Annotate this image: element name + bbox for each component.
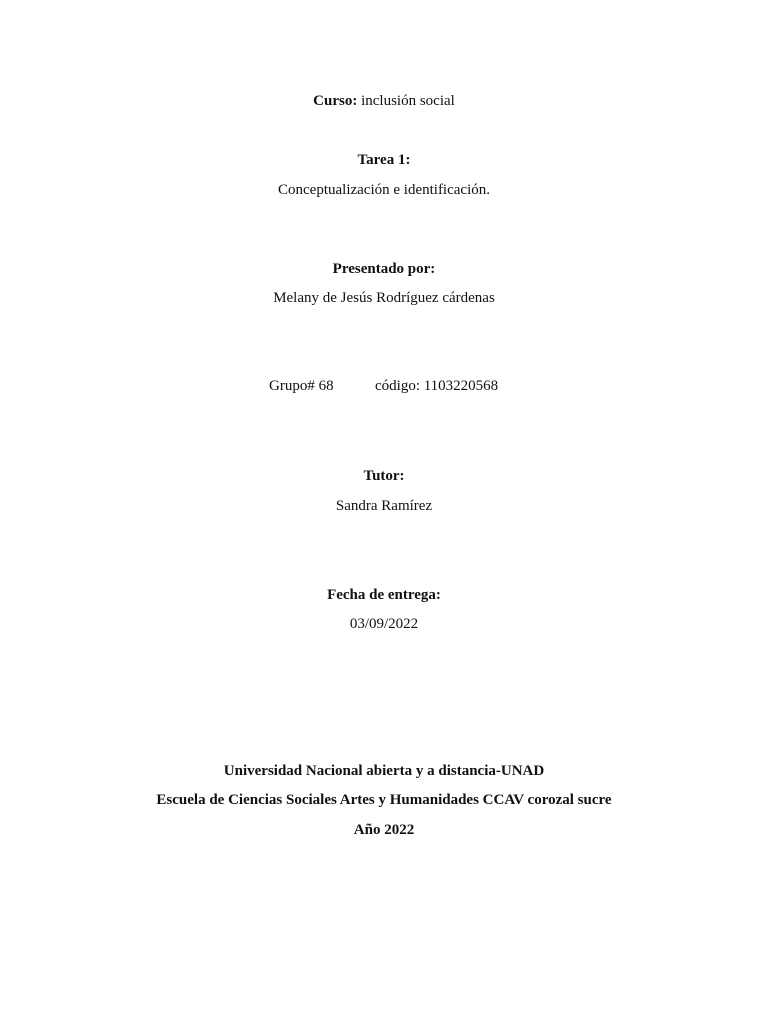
delivery-date: 03/09/2022 bbox=[349, 616, 419, 632]
school-name: Escuela de Ciencias Sociales Artes y Humanidades CCAV corozal sucre bbox=[156, 792, 612, 808]
task-label: Tarea 1: bbox=[357, 152, 411, 168]
year: Año 2022 bbox=[353, 822, 415, 838]
course-label: Curso: bbox=[313, 93, 358, 109]
course-value: inclusión social bbox=[361, 93, 455, 109]
presented-by-label: Presentado por: bbox=[332, 261, 436, 277]
group-code-line bbox=[0, 377, 768, 395]
university-name: Universidad Nacional abierta y a distancia-UNAD bbox=[223, 763, 545, 779]
group-number: Grupo# 68 bbox=[269, 378, 334, 394]
tutor-name: Sandra Ramírez bbox=[335, 498, 433, 514]
task-title: Conceptualización e identificación. bbox=[278, 182, 490, 198]
delivery-date-label: Fecha de entrega: bbox=[327, 587, 441, 603]
student-code: código: 1103220568 bbox=[375, 378, 499, 394]
student-name: Melany de Jesús Rodríguez cárdenas bbox=[273, 290, 495, 306]
course-line bbox=[0, 92, 768, 110]
tutor-label: Tutor: bbox=[363, 468, 405, 484]
